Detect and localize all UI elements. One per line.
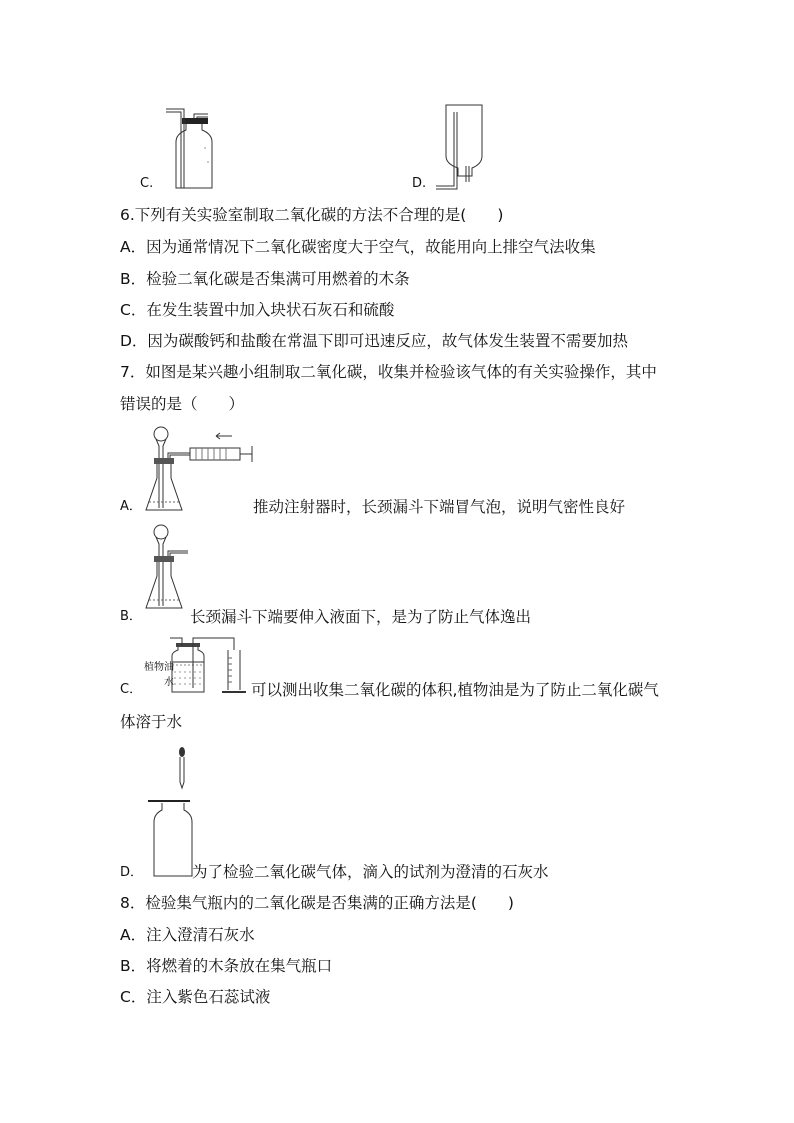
question-7-option-c-text-line-1: 可以测出收集二氧化碳的体积,植物油是为了防止二氧化碳气: [251, 681, 659, 699]
question-7-option-b-text: 长颈漏斗下端要伸入液面下，是为了防止气体逸出: [190, 608, 532, 626]
question-7-option-b-label: B．: [120, 609, 142, 624]
water-label: 水: [164, 677, 174, 688]
question-8-option-b: B．将燃着的木条放在集气瓶口: [120, 957, 333, 975]
option-d-label: D.: [412, 176, 427, 191]
question-8-option-c: C．注入紫色石蕊试液: [120, 988, 271, 1006]
question-7-option-a-label: A．: [120, 499, 142, 514]
question-6-option-c: C．在发生装置中加入块状石灰石和硫酸: [120, 301, 395, 319]
question-8-option-a: A．注入澄清石灰水: [120, 926, 255, 944]
airtightness-check-diagram: [140, 422, 260, 518]
question-7-stem-line-1: 7．如图是某兴趣小组制取二氧化碳，收集并检验该气体的有关实验操作，其中: [120, 363, 657, 381]
question-6-option-b: B．检验二氧化碳是否集满可用燃着的木条: [120, 270, 410, 288]
oil-label: 植物油: [144, 662, 174, 673]
question-6-option-d: D．因为碳酸钙和盐酸在常温下即可迅速反应，故气体发生装置不需要加热: [120, 332, 628, 350]
option-c-label: C.: [140, 176, 154, 191]
question-7-option-d-label: D．: [120, 865, 144, 880]
question-7-option-d-text: 为了检验二氧化碳气体，滴入的试剂为澄清的石灰水: [192, 863, 549, 881]
question-6-option-a: A．因为通常情况下二氧化碳密度大于空气，故能用向上排空气法收集: [120, 238, 596, 256]
dropper-bottle-diagram: [146, 744, 202, 878]
question-6-stem: 6.下列有关实验室制取二氧化碳的方法不合理的是( ): [120, 206, 504, 224]
inverted-bottle-diagram: [432, 100, 492, 192]
funnel-flask-diagram: [140, 520, 200, 616]
question-8-stem: 8．检验集气瓶内的二氧化碳是否集满的正确方法是( ): [120, 894, 514, 912]
question-7-option-c-text-line-2: 体溶于水: [120, 713, 183, 731]
question-7-option-a-text: 推动注射器时，长颈漏斗下端冒气泡，说明气密性良好: [253, 498, 626, 516]
question-7-option-c-label: C．: [120, 682, 143, 697]
question-7-stem-line-2: 错误的是（ ）: [120, 395, 245, 413]
gas-washing-bottle-diagram: [160, 100, 220, 192]
